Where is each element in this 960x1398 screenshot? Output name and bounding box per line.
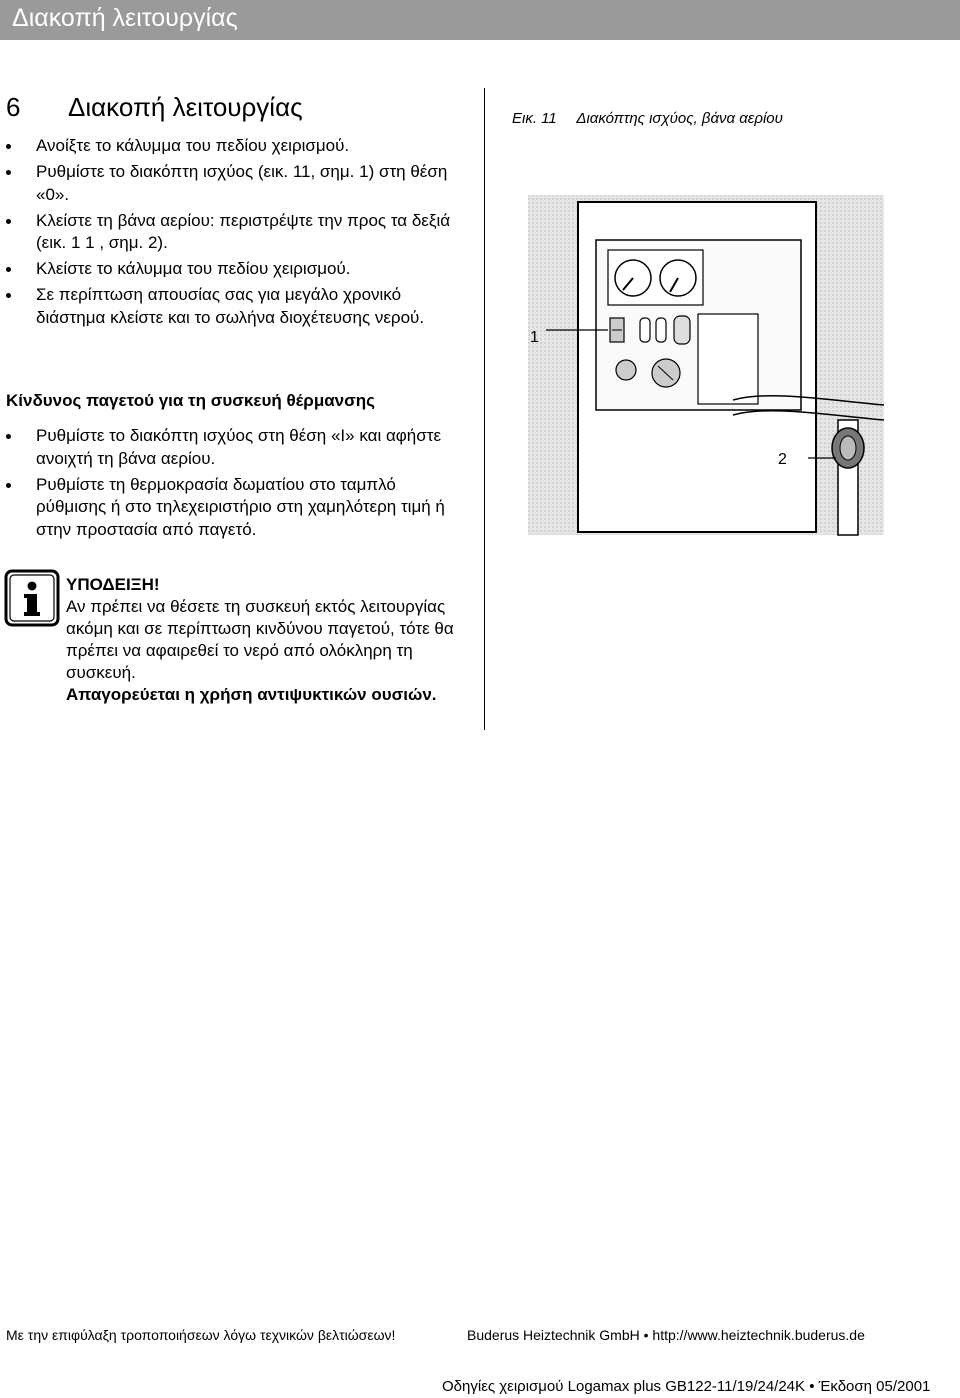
knob-left-icon (616, 360, 636, 380)
note-block (66, 574, 466, 706)
list-item: Κλείστε τη βάνα αερίου: περιστρέψτε την προς τα δεξιά (εικ. 1 1 , σημ. 2). (0, 210, 460, 255)
column-divider (484, 88, 485, 730)
note-title: ΥΠΟΔΕΙΞΗ! (66, 575, 160, 594)
footer-disclaimer: Με την επιφύλαξη τροποποιήσεων λόγω τεχνικών βελτιώσεων! (6, 1327, 396, 1343)
list-item: Ρυθμίστε το διακόπτη ισχύος (εικ. 11, σημ. 1) στη θέση «0». (0, 161, 460, 206)
list-item: Ανοίξτε το κάλυμμα του πεδίου χειρισμού. (0, 135, 460, 158)
list-item: Κλείστε το κάλυμμα του πεδίου χειρισμού. (0, 258, 460, 281)
list-item: Ρυθμίστε τη θερμοκρασία δωματίου στο ταμπλό ρύθμισης ή στο τηλεχειριστήριο στη χαμηλότερη τιμή ή στην προστασία από παγετό. (0, 474, 460, 542)
section-number: 6 (6, 92, 21, 122)
callout-1-label: 1 (530, 329, 539, 346)
figure-caption (512, 110, 783, 127)
footer-company: Buderus Heiztechnik GmbH • http://www.heiztechnik.buderus.de (467, 1327, 865, 1343)
frost-heading: Κίνδυνος παγετού για τη συσκευή θέρμανσης (6, 391, 375, 410)
shutdown-steps-list (0, 135, 460, 333)
header-title: Διακοπή λειτουργίας (12, 4, 238, 32)
section-title: Διακοπή λειτουργίας (68, 92, 303, 122)
figure-number: Εικ. 11 (512, 110, 557, 127)
note-warning: Απαγορεύεται η χρήση αντιψυκτικών ουσιών. (66, 685, 437, 704)
callout-2-label: 2 (778, 451, 787, 468)
frost-list (0, 425, 460, 545)
footer-document: Οδηγίες χειρισμού Logamax plus GB122-11/19/24/24K • Έκδοση 05/2001 (442, 1378, 931, 1395)
note-text: Αν πρέπει να θέσετε τη συσκευή εκτός λειτουργίας ακόμη και σε περίπτωση κινδύνου παγετού, τότε θα πρέπει να αφαιρεθεί το νερό από ολόκληρη τη συσκευή. (66, 597, 454, 682)
boiler-control-panel-illustration (508, 190, 888, 540)
header-bar (0, 0, 960, 40)
list-item: Σε περίπτωση απουσίας σας για μεγάλο χρονικό διάστημα κλείστε και το σωλήνα διοχέτευσης νερού. (0, 284, 460, 329)
list-item: Ρυθμίστε το διακόπτη ισχύος στη θέση «I» και αφήστε ανοιχτή τη βάνα αερίου. (0, 425, 460, 470)
info-icon (4, 569, 60, 627)
figure-caption-text: Διακόπτης ισχύος, βάνα αερίου (576, 110, 783, 127)
